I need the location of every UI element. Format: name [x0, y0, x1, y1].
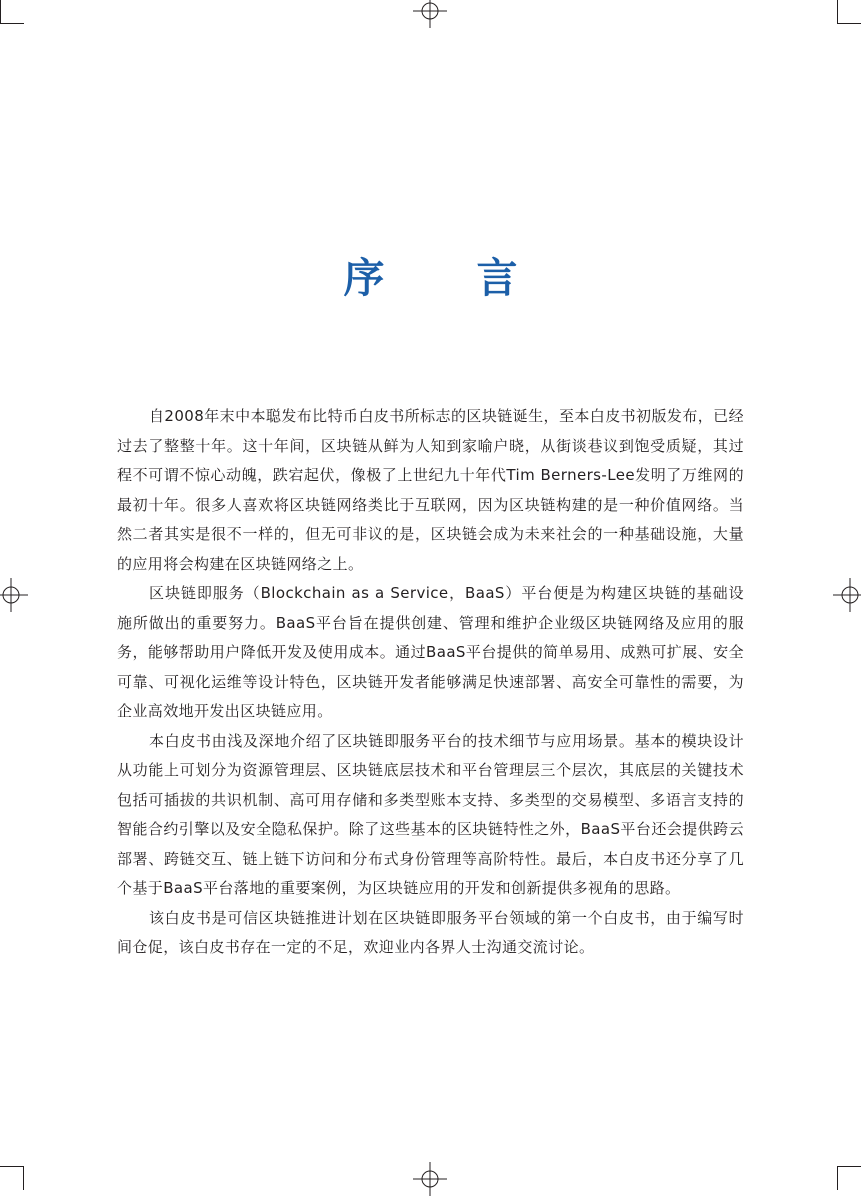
title-char-2: 言 — [476, 254, 518, 302]
crop-line — [0, 1166, 24, 1167]
registration-mark-left-icon — [0, 578, 28, 612]
registration-mark-bottom-icon — [413, 1162, 447, 1196]
preface-body — [117, 402, 744, 963]
paragraph-2: 区块链即服务（Blockchain as a Service，BaaS）平台便是为构建区块链的基础设施所做出的重要努力。BaaS平台旨在提供创建、管理和维护企业级区块链网络及应用的服务，能够帮助用户降低开发及使用成本。通过BaaS平台提供的简单易用、成熟可扩展、安全可靠、可视化运维等设计特色，区块链开发者能够满足快速部署、高安全可靠性的需要，为企业高效地开发出区块链应用。 — [117, 584, 744, 720]
registration-mark-right-icon — [833, 578, 861, 612]
paragraph-3: 本白皮书由浅及深地介绍了区块链即服务平台的技术细节与应用场景。基本的模块设计从功能上可划分为资源管理层、区块链底层技术和平台管理层三个层次，其底层的关键技术包括可插拔的共识机制、高可用存储和多类型账本支持、多类型的交易模型、多语言支持的智能合约引擎以及安全隐私保护。除了这些基本的区块链特性之外，BaaS平台还会提供跨云部署、跨链交互、链上链下访问和分布式身份管理等高阶特性。最后，本白皮书还分享了几个基于BaaS平台落地的重要案例，为区块链应用的开发和创新提供多视角的思路。 — [117, 731, 744, 897]
paragraph-1: 自2008年末中本聪发布比特币白皮书所标志的区块链诞生，至本白皮书初版发布，已经过去了整整十年。这十年间，区块链从鲜为人知到家喻户晓，从街谈巷议到饱受质疑，其过程不可谓不惊心动魄，跌宕起伏，像极了上世纪九十年代Tim Berners-Lee发明了万维网的最初十年。很多人喜欢将区块链网络类比于互联网，因为区块链构建的是一种价值网络。当然二者其实是很不一样的，但无可非议的是，区块链会成为未来社会的一种基础设施，大量的应用将会构建在区块链网络之上。 — [117, 407, 744, 573]
crop-line — [0, 23, 24, 24]
crop-line — [23, 1166, 24, 1190]
paragraph-4: 该白皮书是可信区块链推进计划在区块链即服务平台领域的第一个白皮书，由于编写时间仓促，该白皮书存在一定的不足，欢迎业内各界人士沟通交流讨论。 — [117, 908, 744, 956]
crop-line — [837, 1166, 838, 1190]
crop-line — [837, 23, 861, 24]
page-title — [0, 250, 861, 306]
registration-mark-top-icon — [413, 0, 447, 28]
crop-line — [837, 0, 838, 24]
title-char-1: 序 — [343, 254, 385, 302]
crop-line — [837, 1166, 861, 1167]
crop-line — [0, 0, 1, 24]
